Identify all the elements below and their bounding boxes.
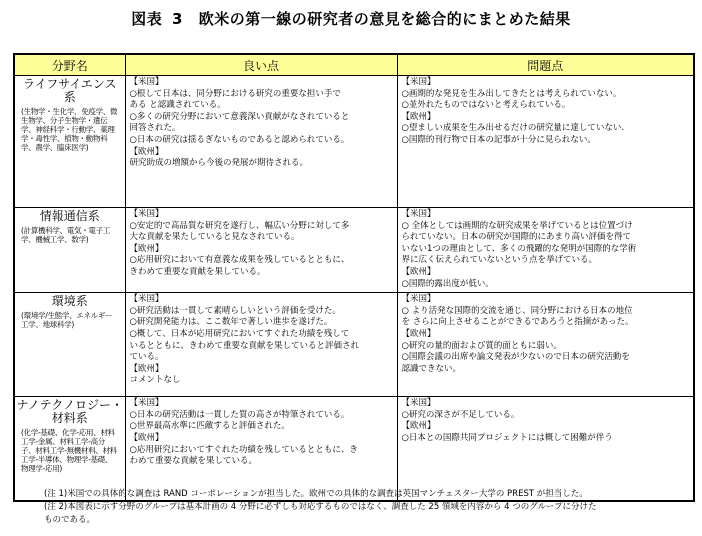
field-name <box>15 397 125 425</box>
issue-line: ○国際会議の出席や論文発表が少ないので日本の研究活動を <box>401 352 630 363</box>
issue-line: を さらに向上させることができるであろうと指摘があった。 <box>401 317 634 328</box>
field-cell <box>14 76 125 208</box>
good-point-line: ○概して、日本が応用研究においてすぐれた功績を残して <box>129 328 350 339</box>
good-points-cell <box>125 397 397 502</box>
issue-line: ○研究の深さが不足している。 <box>401 409 520 420</box>
field-name-line: 情報通信系 <box>39 209 100 223</box>
results-table <box>13 53 695 502</box>
good-point-line: ○世界最高水準に匹敵すると評価された。 <box>129 421 290 432</box>
issue-line: 【米国】 <box>401 209 436 219</box>
field-name-line: ライフサイエンス <box>22 77 117 91</box>
field-name <box>15 208 125 223</box>
good-point-line: ○日本の研究活動は一貫した質の高さが特筆されている。 <box>129 409 350 420</box>
table-row <box>14 397 694 502</box>
issue-line: 【欧州】 <box>401 328 436 339</box>
title-label: 図表 <box>131 10 163 28</box>
issue-line: ○望ましい成果を生み出せるだけの研究量に達していない. <box>401 123 625 134</box>
good-point-line: ○安定的で高品質な研究を遂行し、幅広い分野に対して多 <box>129 220 350 231</box>
issues-cell <box>397 397 694 502</box>
good-point-line: 研究助成の増額から今後の発展が期待される。 <box>129 158 309 169</box>
issue-line: ○国際的露出度が低い。 <box>401 278 494 289</box>
good-point-line: 【欧州】 <box>129 243 164 254</box>
good-point-line: 大な貢献を果たしていると見なされている。 <box>129 232 300 243</box>
good-point-line: 回答された。 <box>129 123 181 134</box>
issue-line: ○ 全体としては画期的な研究成果を挙げているとは位置づけ <box>401 220 633 231</box>
good-point-line: 【米国】 <box>129 77 164 87</box>
header-good: 良い点 <box>125 54 397 76</box>
good-point-line: ○研究開発能力は、ここ数年で著しい進歩を遂げた。 <box>129 317 333 328</box>
field-cell <box>14 208 125 293</box>
good-point-line: ○日本の研究は揺るぎないものであると認められている。 <box>129 134 350 145</box>
table-row <box>14 76 694 208</box>
footnotes <box>44 488 694 527</box>
field-cell <box>14 293 125 397</box>
issue-line: ○研究の量的面および質的面ともに弱い。 <box>401 340 562 351</box>
title-text: 欧米の第一線の研究者の意見を総合的にまとめた結果 <box>198 10 571 28</box>
footnote-2: (注 2)本図表に示す分野のグループは基本計画の 4 分野に必ずしも対応するものではなく、調査した 25 領域を内容から 4 つのグループに分けた <box>44 502 597 512</box>
good-point-line: いるとともに、きわめて重要な貢献を果していると評価され <box>129 340 360 351</box>
good-point-line: ○応用研究においてすぐれた功績を残しているとともに、き <box>129 444 358 455</box>
good-point-line: 【欧州】 <box>129 146 164 157</box>
issue-line: いない1つの理由として、多くの飛躍的な発明が国際的な学術 <box>401 243 637 254</box>
header-bad: 問題点 <box>397 54 694 76</box>
issue-line: ○画期的な発見を生み出してきたとは考えられていない。 <box>401 88 622 99</box>
good-points-cell <box>125 208 397 293</box>
issue-line: 界に広く伝えられていないという点を挙げている。 <box>401 255 598 266</box>
field-name <box>15 293 125 308</box>
table-row <box>14 208 694 293</box>
issue-line: ○国際的刊行物で日本の記事が十分に見られない。 <box>401 134 596 145</box>
good-point-line: ○研究活動は一貫して素晴らしいという評価を受けた。 <box>129 305 341 316</box>
good-point-line: 【米国】 <box>129 398 164 409</box>
good-point-line: ○多くの研究分野において意義深い貢献がなされていると <box>129 111 350 122</box>
page-title <box>0 8 702 29</box>
table-header-row <box>14 54 694 76</box>
good-point-line: コメントなし <box>129 375 181 386</box>
good-point-line: ○応用研究において有意義な成果を残しているとともに、 <box>129 255 350 266</box>
issue-line: ○並外れたものではないと考えられている。 <box>401 100 571 111</box>
issues-cell <box>397 76 694 208</box>
issues-cell <box>397 208 694 293</box>
issue-line: 【米国】 <box>401 398 436 409</box>
good-points-cell <box>125 293 397 397</box>
header-field: 分野名 <box>14 54 125 76</box>
issue-line: ○ より活発な国際的交流を通じ、同分野における日本の地位 <box>401 305 633 316</box>
good-point-line: 【欧州】 <box>129 432 164 443</box>
good-point-line: きわめて重要な貢献を果している。 <box>129 266 266 277</box>
good-point-line: ○根して日本は、同分野における研究の重要な担い手で <box>129 88 341 99</box>
title-number: 3 <box>172 10 183 28</box>
good-point-line: ある と認識されている。 <box>129 100 226 111</box>
field-cell <box>14 397 125 502</box>
good-point-line: 【米国】 <box>129 294 164 305</box>
issue-line: 【米国】 <box>401 77 436 87</box>
issue-line: 認識できない。 <box>401 363 462 374</box>
footnote-1: (注 1)米国での具体的な調査は RAND コーポレーションが担当した。欧州での具体的な調査は英国マンチェスター大学の PREST が担当した。 <box>44 489 588 499</box>
field-name-line: ナノテクノロジー・ <box>16 398 123 413</box>
field-name-line: 系 <box>63 90 76 104</box>
issue-line: ○日本との国際共同プロジェクトには概して困難が伴う <box>401 432 613 443</box>
issue-line: 【米国】 <box>401 294 436 305</box>
good-point-line: 【米国】 <box>129 209 164 219</box>
footnote-2-cont: ものである。 <box>44 515 96 525</box>
field-name-line: 環境系 <box>51 294 88 309</box>
issue-line: られていない。日本の研究が国際的にあまり高い評価を得て <box>401 232 632 243</box>
field-subfields: (生物学・生化学、免疫学、微生物学、分子生物学・遺伝学、神経科学・行動学、薬理学・毒性学、植物・動物科学、農学、臨床医学) <box>21 107 118 152</box>
issue-line: 【欧州】 <box>401 421 436 432</box>
issues-cell <box>397 293 694 397</box>
good-point-line: わめて重要な貢献を果している。 <box>129 456 258 467</box>
field-subfields: (環境学/生態学、エネルギー工学、地球科学) <box>21 311 113 330</box>
field-subfields: (計算機科学、電気・電子工学、機械工学、数学) <box>21 226 111 244</box>
field-name-line: 材料系 <box>51 411 88 426</box>
field-name <box>15 76 125 104</box>
field-subfields: (化学-基礎、化学-応用、材料工学-金属、材料工学-高分子、材料工学-無機材料、材料工学-半導体、物理学-基礎、物理学-応用) <box>21 428 118 474</box>
good-points-cell <box>125 76 397 208</box>
issue-line: 【欧州】 <box>401 266 436 277</box>
good-point-line: ている。 <box>129 352 164 363</box>
issue-line: 【欧州】 <box>401 111 436 122</box>
table-row <box>14 293 694 397</box>
good-point-line: 【欧州】 <box>129 363 164 374</box>
